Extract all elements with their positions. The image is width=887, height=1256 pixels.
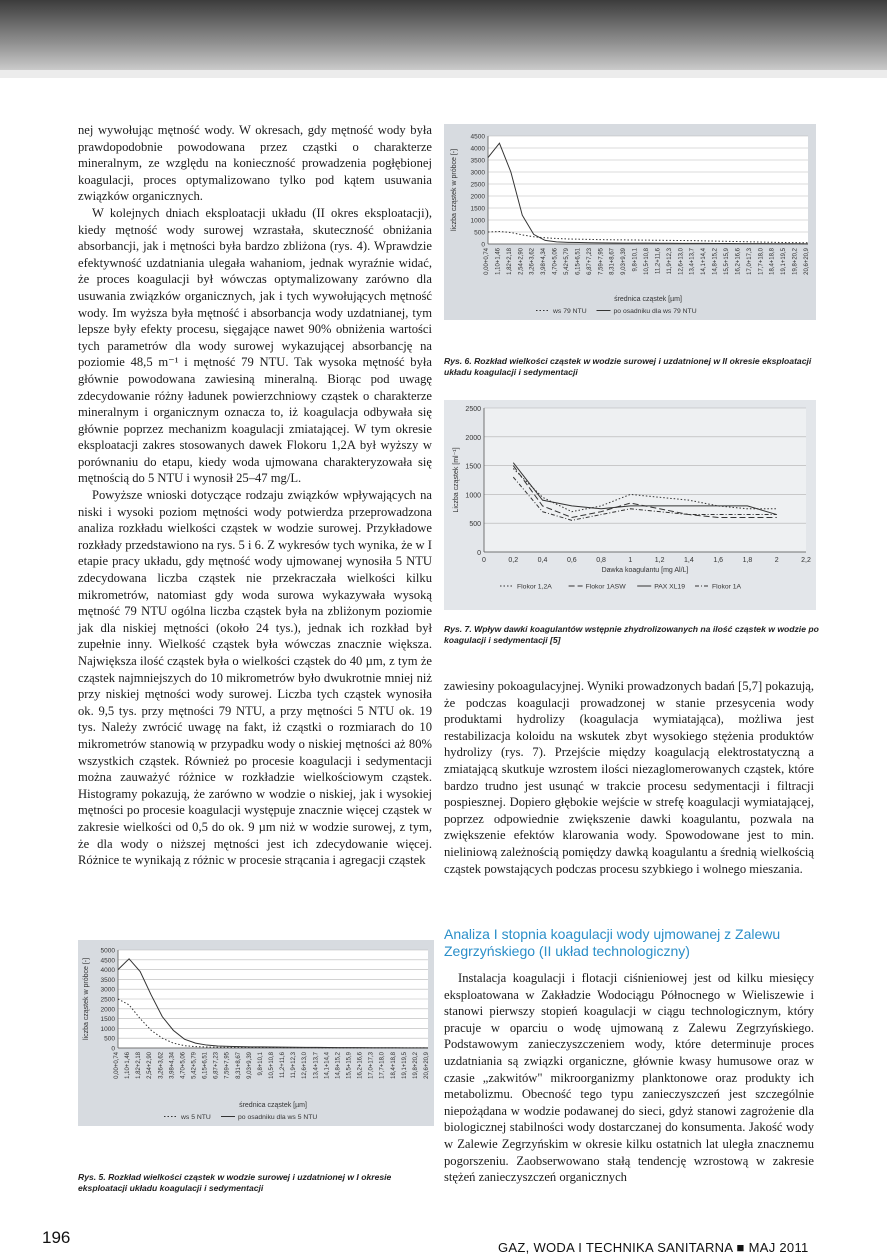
legend-label: Flokor 1,2A <box>517 583 552 591</box>
figure-5-svg <box>78 940 434 1126</box>
paragraph: W kolejnych dniach eksploatacji układu (II okres eksploatacji), kiedy mętność wody surowej wzrastała, skuteczność obniżania absorbancji, jak i mętności była bardzo zbliżona (rys. 4). Wprawdzie efektywność uzdatniania ulegała wahaniom, jednak wyraźnie widać, że proces koagulacji był wówczas optymalizowany zarówno dla usuwania związków organicznych, jak i tych wywołujących mętność wody. Im wyższa była mętność i absorbancja wody uzdatnianej, tym lepsze były efekty procesu, sięgające nawet 90% obniżenia wartości tych parametrów dla wody surowej wykazującej absorbancję na poziomie 48,5 m⁻¹ i mętność 79 NTU. Tak wysoka mętność była głównie powodowana zawiesiną mineralną. Biorąc pod uwagę zdecydowanie różny ładunek powierzchniowy cząstek o charakterze mineralnym i organicznym oznacza to, iż koagulacja odbywała się głównie poprzez mechanizm koagulacji zmiatającej. W tym okresie eksploatacji zakres stosowanych dawek Flokoru 1,2A był wyższy w porównaniu do etapu, kiedy woda ujmowana charakteryzowała się mętnością do 5 NTU i wynosił 25–47 mg/L. <box>78 205 432 486</box>
x-tick-label: 9,8+10,1 <box>257 1052 264 1076</box>
section-heading: Analiza I stopnia koagulacji wody ujmowanej z Zalewu Zegrzyńskiego (II układ technologiczny) <box>444 926 781 959</box>
x-tick-label: 10,5+10,8 <box>644 248 650 275</box>
paragraph: zawiesiny pokoagulacyjnej. Wyniki prowadzonych badań [5,7] pokazują, że podczas koagulacji prowadzonej w stanie przesycenia wody produktami hydrolizy (koagulacja wymiatająca), możliwa jest restabilizacja koloidu na wskutek zbyt wysokiego stężenia produktów hydrolizy (rys. 7). Przejście między koagulacją elektrostatyczną a zmiatającą skutkuje wzrostem ilości niezaglomerowanych cząstek, które bardzo trudno jest usunąć w trakcie procesu sedymentacji i filtracji pospiesznej. Dopiero głębokie wejście w strefę koagulacji wymiatającej, poprzez odpowiednie zwiększenie dawki koagulantu, pozwala na zwiększenie efektów klarowania wody. Spowodowane jest to min. nieliniową zależnością pomiędzy dawką koagulantu a średnią wielkością cząstek powstających podczas procesu szybkiego i wolnego mieszania. <box>444 679 814 876</box>
right-column-top <box>444 678 814 877</box>
x-tick-label: 14,8+15,2 <box>335 1052 342 1079</box>
x-tick-label: 5,42+5,79 <box>191 1052 198 1079</box>
y-tick-label: 4000 <box>470 145 485 153</box>
x-tick-label: 17,7+18,0 <box>379 1052 386 1079</box>
y-tick-label: 500 <box>469 521 481 529</box>
legend-label: Flokor 1A <box>712 583 742 591</box>
x-tick-label: 1,10+1,46 <box>125 1052 132 1079</box>
x-tick-label: 8,31+8,67 <box>609 248 616 275</box>
x-tick-label: 3,98+4,34 <box>169 1052 176 1079</box>
left-column <box>78 122 432 869</box>
legend-label: Flokor 1ASW <box>585 583 626 591</box>
figure-6-caption: Rys. 6. Rozkład wielkości cząstek w wodzie surowej i uzdatnionej w II okresie eksploatacji układu koagulacji i sedymentacji <box>444 356 812 377</box>
y-axis-label: liczba cząstek w próbce [-] <box>83 957 90 1041</box>
x-tick-label: 1,82+2,18 <box>136 1052 143 1079</box>
y-tick-label: 3500 <box>100 976 115 984</box>
y-tick-label: 2000 <box>470 193 485 201</box>
y-tick-label: 1500 <box>470 205 485 213</box>
x-tick-label: 11,9+12,3 <box>291 1052 298 1079</box>
x-tick-label: 14,8+15,2 <box>712 248 719 275</box>
y-axis-label: Liczba cząstek [ml⁻¹] <box>453 447 460 513</box>
figure-7-chart <box>444 400 816 610</box>
x-tick-label: 11,9+12,3 <box>666 248 673 275</box>
figure-5-chart <box>78 940 434 1126</box>
y-tick-label: 0 <box>111 1045 115 1053</box>
y-tick-label: 2000 <box>465 434 481 442</box>
x-tick-label: 6,87+7,23 <box>213 1052 220 1079</box>
y-tick-label: 1500 <box>100 1016 115 1024</box>
x-tick-label: 5,42+5,79 <box>564 248 570 275</box>
x-tick-label: 4,70+5,06 <box>180 1052 187 1079</box>
figure-5-caption: Rys. 5. Rozkład wielkości cząstek w wodzie surowej i uzdatnionej w I okresie eksploatacji układu koagulacji i sedymentacji <box>78 1172 392 1193</box>
x-tick-label: 0,00+0,74 <box>484 248 490 275</box>
x-tick-label: 6,15+6,51 <box>575 248 582 275</box>
x-tick-label: 13,4+13,7 <box>689 248 696 275</box>
y-tick-label: 5000 <box>100 947 115 955</box>
x-tick-label: 1,4 <box>684 557 694 564</box>
y-tick-label: 2500 <box>100 996 115 1004</box>
x-tick-label: 20,6+20,9 <box>804 248 810 275</box>
x-tick-label: 0,8 <box>596 557 606 564</box>
paragraph: Powyższe wnioski dotyczące rodzaju związków wpływających na niski i wysoki poziom mętności wody potwierdza przeprowadzona analiza rozkładu wielkości cząstek w wodzie surowej. Przykładowe rozkłady przedstawiono na rys. 5 i 6. Z wykresów tych wynika, że w I etapie pracy układu, gdy mętność wody ujmowanej wynosiła 5 NTU zdecydowana liczba cząstek nie przekraczała wielkości kilku mikrometrów, natomiast gdy woda surowa wykazywała wysoką mętność 79 NTU ogólna liczba cząstek była na zbliżonym poziomie jak dla niskiej mętności (około 24 tys.), jednak ich rozkład był zupełnie inny. Wielkość cząstek była wówczas znacznie większa. Największa ilość cząstek była o wielkości cząstek do 40 µm, z tym że cząstek najmniejszych do 10 mikrometrów było dwukrotnie mniej niż przy niskiej mętności wody surowej. Liczba tych cząstek wynosiła ok. 9,5 tys. przy mętności 79 NTU, a przy mętności 5 NTU ok. 19 tys. Należy zwrócić uwagę na fakt, iż cząstki o rozmiarach do 10 mikrometrów stanowią w przypadku wody o niskiej mętności aż 80% wszystkich cząstek. Również po procesie koagulacji i sedymentacji można zauważyć różnice w rozkładzie wielkościowym cząstek. Histogramy pokazują, że zarówno w wodzie o niskiej, jak i wysokiej mętności po procesie koagulacji występuje znacznie więcej cząstek w zakresie wielkości od 0,5 do ok. 9 µm niż w wodzie surowej, z tym, że dla wody o niższej mętności jest ich zdecydowanie więcej. Różnice te wynikają z różnic w procesie strącania i agregacji cząstek <box>78 488 432 868</box>
y-tick-label: 2500 <box>470 181 485 189</box>
x-tick-label: 1 <box>628 557 633 564</box>
x-tick-label: 14,1+14,4 <box>701 248 708 275</box>
x-tick-label: 3,26+3,62 <box>158 1052 165 1079</box>
y-tick-label: 0 <box>481 241 485 249</box>
legend-label: po osadniku dla ws 79 NTU <box>613 308 697 315</box>
y-tick-label: 1000 <box>100 1025 115 1033</box>
x-tick-label: 2,54+2,90 <box>518 248 525 275</box>
x-tick-label: 17,0+17,3 <box>746 248 753 275</box>
x-tick-label: 10,5+10,8 <box>269 1052 275 1079</box>
right-column-bottom <box>444 970 814 1186</box>
x-tick-label: 4,70+5,06 <box>552 248 559 275</box>
paragraph: Instalacja koagulacji i flotacji ciśnieniowej jest od kilku miesięcy eksploatowana w Zakładzie Wodociągu Północnego w Wieliszewie i stanowi pierwszy stopień koagulacji w ciągu technologicznym, który pracuje w oparciu o wodę ujmowaną z Zalewu Zegrzyńskiego. Podstawowym zanieczyszczeniem wody, które determinuje proces uzdatniania są związki organiczne, głównie kwasy humusowe oraz w czasie „zakwitów" mikroorganizmy planktonowe oraz produkty ich metabolizmu. Obecność tego typu zanieczyszczeń jest szczególnie niepożądana w wodzie podawanej do sieci, gdyż stanowi zagrożenie dla biologicznej stabilności wody dostarczanej do konsumenta. Jakość wody w Zalewie Zegrzyńskim w okresie kilku ostatnich lat uległa znacznemu pogorszeniu. Zaobserwowano stałą tendencję wzrostową w zakresie stężeń zanieczyszczeń organicznych <box>444 971 814 1185</box>
x-tick-label: 3,98+4,34 <box>541 248 548 275</box>
legend-label: po osadniku dla ws 5 NTU <box>238 1114 318 1121</box>
figure-6-svg <box>444 124 816 320</box>
y-tick-label: 4000 <box>100 967 115 975</box>
y-tick-label: 4500 <box>100 957 115 965</box>
x-tick-label: 1,8 <box>742 557 753 564</box>
x-tick-label: 9,03+9,39 <box>246 1052 253 1079</box>
plot-area <box>484 408 806 552</box>
x-tick-label: 19,8+20,2 <box>412 1052 419 1079</box>
page-number: 196 <box>42 1228 71 1247</box>
y-tick-label: 500 <box>104 1035 115 1043</box>
legend-label: PAX XL19 <box>654 583 686 591</box>
y-tick-label: 0 <box>477 550 481 557</box>
x-tick-label: 1,6 <box>713 557 724 564</box>
x-tick-label: 18,4+18,8 <box>769 248 776 275</box>
x-tick-label: 7,59+7,95 <box>598 248 605 275</box>
x-tick-label: 0,2 <box>508 557 519 564</box>
y-axis-label: liczba cząstek w próbce [-] <box>451 148 458 232</box>
scan-top-shadow <box>0 0 887 78</box>
y-tick-label: 1000 <box>465 492 481 500</box>
x-tick-label: 19,1+19,5 <box>401 1052 408 1079</box>
x-tick-label: 17,0+17,3 <box>368 1052 375 1079</box>
x-tick-label: 7,59+7,95 <box>224 1052 231 1079</box>
x-tick-label: 0 <box>482 557 486 564</box>
figure-7-svg <box>444 400 816 610</box>
x-tick-label: 15,5+15,9 <box>724 248 730 275</box>
x-tick-label: 12,6+13,0 <box>678 247 685 275</box>
x-tick-label: 2,54+2,90 <box>147 1052 154 1079</box>
y-tick-label: 1000 <box>470 217 485 225</box>
plot-area <box>488 136 808 244</box>
x-tick-label: 2,2 <box>801 557 811 564</box>
y-tick-label: 2500 <box>465 406 481 413</box>
x-tick-label: 9,8+10,1 <box>632 248 639 272</box>
x-tick-label: 11,2+11,6 <box>655 248 662 274</box>
x-tick-label: 17,7+18,0 <box>758 248 765 275</box>
x-tick-label: 0,4 <box>537 557 548 564</box>
x-tick-label: 19,1+19,5 <box>781 248 788 275</box>
x-tick-label: 14,1+14,4 <box>324 1052 331 1079</box>
x-tick-label: 12,6+13,0 <box>302 1052 309 1079</box>
x-tick-label: 11,2+11,6 <box>280 1052 287 1078</box>
y-tick-label: 3500 <box>470 157 485 165</box>
x-tick-label: 15,5+15,9 <box>346 1052 353 1079</box>
x-tick-label: 2 <box>774 557 779 564</box>
x-tick-label: 18,4+18,8 <box>390 1052 397 1079</box>
x-tick-label: 20,6+20,9 <box>424 1052 430 1079</box>
x-tick-label: 1,2 <box>654 557 665 564</box>
y-tick-label: 3000 <box>100 986 115 994</box>
legend-label: ws 5 NTU <box>181 1114 211 1121</box>
x-tick-label: 19,8+20,2 <box>792 248 799 275</box>
legend-label: ws 79 NTU <box>553 308 587 315</box>
x-tick-label: 6,15+6,51 <box>202 1052 209 1079</box>
x-tick-label: 1,10+1,46 <box>495 248 502 275</box>
x-axis-label: Dawka koagulantu [mg Al/L] <box>601 567 689 574</box>
x-tick-label: 3,26+3,62 <box>529 248 536 275</box>
x-tick-label: 6,87+7,23 <box>586 248 593 275</box>
x-tick-label: 0,00+0,74 <box>114 1052 120 1079</box>
figure-6-chart <box>444 124 816 320</box>
x-tick-label: 16,2+16,6 <box>735 248 742 275</box>
journal-footer: GAZ, WODA I TECHNIKA SANITARNA ■ MAJ 2011 <box>498 1240 809 1255</box>
x-axis-label: średnica cząstek [µm] <box>239 1102 307 1109</box>
x-tick-label: 13,4+13,7 <box>313 1052 320 1079</box>
y-tick-label: 4500 <box>470 133 485 141</box>
x-tick-label: 8,31+8,67 <box>235 1052 242 1079</box>
x-tick-label: 1,82+2,18 <box>506 248 513 275</box>
page-top-edge <box>0 70 887 78</box>
figure-7-caption: Rys. 7. Wpływ dawki koagulantów wstępnie zhydrolizowanych na ilość cząstek w wodzie po koagulacji i sedymentacji [5] <box>444 624 819 645</box>
x-tick-label: 16,2+16,6 <box>357 1052 364 1079</box>
y-tick-label: 500 <box>474 229 485 237</box>
x-tick-label: 9,03+9,39 <box>621 248 628 275</box>
x-tick-label: 0,6 <box>566 557 577 564</box>
x-axis-label: średnica cząstek [µm] <box>614 296 682 303</box>
y-tick-label: 3000 <box>470 169 485 177</box>
y-tick-label: 2000 <box>100 1006 115 1014</box>
paragraph: nej wywołując mętność wody. W okresach, gdy mętność wody była prawdopodobnie powodowana przez cząstki o charakterze mineralnym, ze względu na konieczność prowadzenia pogłębionej koagulacji, proces optymalizowano tylko pod kątem usuwania związków organicznych. <box>78 123 432 204</box>
y-tick-label: 1500 <box>465 463 481 471</box>
